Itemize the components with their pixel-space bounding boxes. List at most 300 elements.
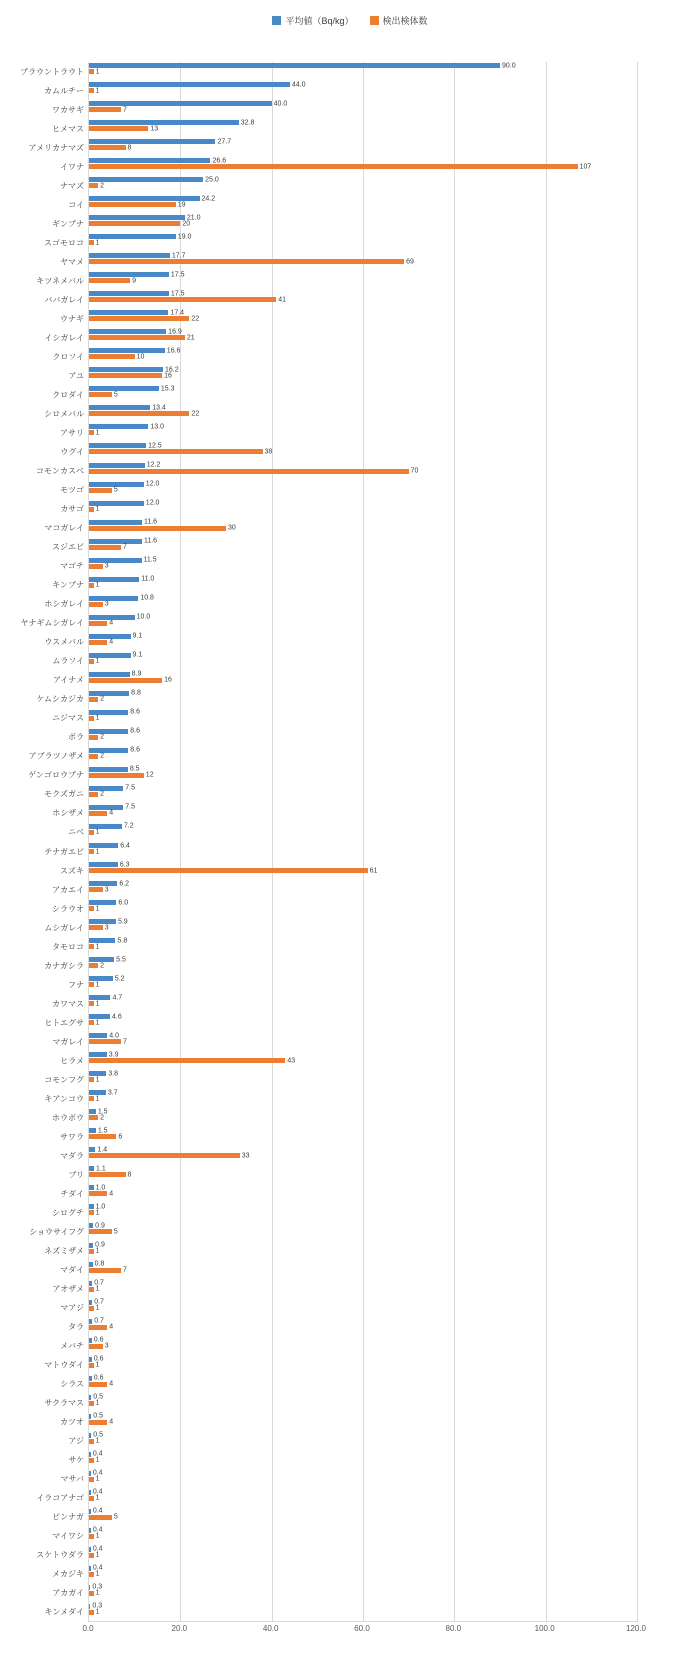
category-label: キンブナ (52, 580, 84, 590)
bar-value-series2: 1 (95, 1532, 100, 1540)
bar-value-series2: 7 (122, 106, 127, 114)
category-label: アカガイ (52, 1588, 84, 1598)
bar-value-series1: 90.0 (502, 62, 516, 69)
bar-value-series1: 11.6 (143, 537, 158, 545)
bar-row (52, 651, 637, 671)
bar-value-series1: 0.4 (92, 1450, 103, 1458)
bar-value-series1: 0.7 (94, 1298, 104, 1306)
bar-value-series2: 1 (95, 429, 100, 437)
bar-value-series1: 7.5 (125, 803, 135, 811)
bar-value-series2: 13 (150, 125, 159, 133)
bar-row (52, 1564, 637, 1584)
category-label: アメリカナマズ (28, 143, 84, 153)
bar-row (52, 937, 637, 956)
bar-series2 (89, 1513, 118, 1521)
bar-row (60, 861, 637, 880)
bar-row (52, 1203, 637, 1222)
bar-value-series1: 3.8 (108, 1070, 119, 1078)
bar-row (52, 1507, 637, 1527)
bar-value-series2: 2 (100, 182, 105, 190)
category-label: コモンフグ (44, 1075, 84, 1085)
bar-series1 (89, 1032, 119, 1040)
bar-row (28, 746, 637, 766)
bar-series1 (89, 937, 128, 945)
bar-row (44, 328, 637, 347)
bar-value-series1: 0.4 (92, 1526, 103, 1534)
bar-series2 (89, 220, 191, 228)
category-label: シログチ (52, 1208, 84, 1218)
bar-row (52, 899, 637, 918)
bar-series2 (89, 1418, 114, 1426)
bar-series2 (89, 1038, 127, 1046)
category-label: イワナ (60, 162, 84, 172)
category-label: マアジ (60, 1303, 84, 1313)
bar-value-series2: 1 (95, 1456, 100, 1464)
bar-series2 (89, 1608, 100, 1616)
bar-row (44, 956, 637, 975)
category-label: ヤナギムシガレイ (20, 618, 84, 628)
category-label: ニベ (68, 827, 84, 837)
category-label: ゲンゴロウブナ (28, 770, 84, 780)
bar-series1 (89, 689, 141, 697)
category-label: コイ (68, 200, 84, 210)
bar-row (68, 1450, 637, 1470)
bar-series2 (89, 372, 172, 380)
bar-row (52, 575, 637, 595)
bar-value-series1: 6.4 (120, 842, 130, 849)
bar-series2 (89, 486, 118, 494)
bar-series1 (89, 1583, 103, 1591)
bar-series2 (89, 1133, 123, 1141)
category-label: ビンナガ (52, 1512, 84, 1522)
category-label: ブラウントラウト (20, 67, 84, 76)
bar-row (36, 1545, 637, 1565)
category-label: スゴモロコ (44, 238, 84, 248)
bar-series2 (89, 296, 287, 304)
bar-value-series1: 0.6 (93, 1336, 104, 1344)
category-label: サケ (68, 1455, 84, 1465)
bar-series1 (89, 861, 130, 869)
x-tick-label: 20.0 (171, 1624, 188, 1633)
bar-row (44, 404, 637, 423)
bar-value-series2: 43 (287, 1057, 296, 1065)
bar-row (60, 423, 637, 442)
bar-value-series1: 3.9 (108, 1051, 119, 1059)
bar-series1 (89, 1298, 104, 1306)
bar-series2 (89, 410, 200, 418)
bar-value-series1: 0.7 (94, 1279, 104, 1287)
bar-value-series1: 0.5 (93, 1393, 104, 1401)
bar-value-series2: 70 (410, 467, 419, 475)
bar-series1 (89, 1260, 105, 1268)
bar-row (44, 1089, 637, 1108)
category-label: メカジキ (52, 1569, 84, 1579)
category-label: マトウダイ (44, 1360, 84, 1370)
bar-series1 (89, 518, 158, 526)
bar-value-series2: 4 (109, 1380, 114, 1388)
category-label: ウナギ (60, 314, 84, 324)
bar-row (52, 100, 637, 119)
category-label: ボラ (68, 732, 84, 742)
bar-value-series1: 21.0 (186, 214, 201, 222)
bar-value-series2: 69 (406, 258, 414, 266)
bar-series2 (89, 467, 419, 475)
bar-row (52, 708, 637, 728)
bar-series1 (89, 366, 179, 374)
bar-row (60, 176, 637, 195)
bar-value-series2: 1 (95, 505, 100, 513)
bar-value-series2: 61 (369, 867, 378, 875)
bar-series1 (89, 404, 166, 412)
plot-area (20, 62, 637, 1622)
bar-value-series1: 0.3 (92, 1583, 103, 1591)
bar-series2 (89, 1437, 100, 1445)
category-label: ババガレイ (44, 295, 84, 305)
bar-series2 (89, 1209, 100, 1217)
bar-row (68, 1431, 637, 1451)
bar-value-series1: 40.0 (273, 100, 288, 108)
bar-row (60, 442, 637, 461)
bar-row (60, 499, 637, 519)
bar-row (52, 803, 637, 823)
legend-item-series1 (272, 14, 353, 27)
category-label: ネズミザメ (44, 1246, 84, 1256)
bar-series2 (89, 657, 100, 665)
bar-series1 (89, 899, 129, 907)
bar-row (28, 765, 637, 785)
bar-row (28, 138, 637, 157)
bar-value-series2: 1 (95, 1095, 100, 1103)
bar-value-series1: 0.6 (93, 1355, 104, 1363)
bar-value-series1: 19.0 (177, 233, 192, 241)
bar-series2 (89, 619, 114, 627)
bar-value-series1: 11.5 (143, 556, 157, 564)
bar-series2 (89, 1456, 100, 1464)
bar-value-series2: 1 (95, 714, 100, 722)
bar-series1 (89, 233, 192, 241)
bar-row (60, 1184, 637, 1203)
category-label: ヒメマス (52, 124, 84, 134)
bar-value-series2: 5 (113, 1228, 118, 1236)
bar-series1 (89, 975, 125, 983)
bar-series2 (89, 695, 105, 703)
bar-series2 (89, 981, 100, 989)
bar-series2 (89, 943, 100, 951)
legend-item-series2 (370, 14, 428, 27)
bar-row (36, 461, 637, 481)
bar-series1 (89, 81, 306, 89)
bar-series1 (89, 252, 186, 260)
category-label: ニジマス (52, 713, 84, 723)
bar-row (52, 119, 637, 138)
bar-value-series1: 6.2 (119, 880, 130, 888)
bar-row (44, 594, 637, 614)
bar-series1 (89, 1108, 108, 1116)
bar-series2 (89, 1152, 250, 1160)
bar-series1 (89, 271, 185, 279)
category-label: マイワシ (52, 1531, 84, 1541)
category-label: ヒラメ (60, 1056, 84, 1066)
bar-value-series1: 12.5 (148, 442, 162, 450)
bar-row (68, 1317, 637, 1337)
bar-value-series2: 22 (191, 410, 200, 418)
bar-series1 (89, 1564, 103, 1572)
bar-value-series2: 33 (241, 1152, 250, 1160)
bar-row (20, 613, 637, 633)
bar-series1 (89, 309, 185, 317)
bar-series2 (89, 733, 105, 741)
bar-value-series2: 5 (113, 486, 118, 494)
category-label: マダイ (60, 1265, 84, 1275)
bar-row (52, 385, 637, 404)
bar-series2 (89, 448, 273, 456)
bar-value-series2: 22 (191, 315, 200, 323)
bar-row (36, 271, 637, 290)
category-label: アイナメ (53, 675, 84, 685)
category-label: ギンブナ (52, 219, 84, 229)
bar-row (60, 157, 637, 176)
bar-series1 (89, 918, 128, 926)
bar-value-series1: 6.0 (118, 899, 129, 907)
bar-series2 (89, 1266, 127, 1274)
bar-row (44, 842, 637, 861)
bar-row (52, 1032, 637, 1051)
bar-series1 (89, 1355, 104, 1363)
bar-value-series1: 0.3 (92, 1602, 103, 1610)
bar-value-series1: 8.6 (130, 708, 140, 716)
bar-series1 (89, 119, 255, 127)
bar-series2 (89, 1228, 118, 1236)
bar-value-series1: 5.2 (114, 975, 125, 983)
bar-row (52, 1108, 637, 1127)
bar-value-series1: 6.3 (119, 861, 130, 869)
category-label: スズキ (60, 866, 84, 876)
bar-value-series2: 1 (95, 1247, 100, 1255)
bar-value-series2: 1 (95, 1076, 100, 1084)
bar-series2 (89, 1171, 132, 1179)
bar-value-series1: 9.1 (132, 651, 143, 659)
category-label: モクズガニ (44, 789, 84, 799)
bar-value-series2: 30 (228, 524, 236, 532)
bar-value-series1: 1.4 (97, 1146, 108, 1154)
category-label: アサリ (60, 428, 84, 438)
bar-series1 (89, 328, 182, 336)
bar-value-series2: 1 (95, 1551, 100, 1559)
bar-row (60, 1146, 637, 1165)
category-label: ワカサギ (52, 105, 84, 115)
category-label: アジ (68, 1436, 84, 1446)
bar-row (44, 233, 637, 252)
bar-value-series1: 8.9 (131, 670, 142, 678)
bar-series2 (89, 962, 105, 970)
bar-value-series2: 107 (579, 163, 592, 171)
category-label: マサバ (60, 1474, 84, 1484)
bar-row (44, 1013, 637, 1032)
bar-series1 (89, 100, 288, 108)
bar-value-series2: 1 (95, 581, 100, 589)
bar-value-series2: 6 (118, 1133, 123, 1141)
bar-series1 (89, 138, 232, 146)
bar-value-series1: 0.4 (92, 1545, 103, 1553)
bar-series2 (89, 524, 236, 532)
bar-series1 (89, 347, 181, 355)
bar-value-series1: 9.1 (132, 632, 143, 640)
bar-value-series1: 5.9 (117, 918, 128, 926)
bar-row (20, 62, 637, 81)
bar-row (52, 880, 637, 899)
bar-value-series1: 0.9 (95, 1241, 105, 1249)
bar-row (44, 518, 637, 538)
bar-series2 (89, 867, 378, 875)
bar-series2 (89, 828, 100, 836)
category-label: ヤマメ (60, 257, 84, 267)
category-label: ナマズ (60, 181, 84, 191)
bar-value-series1: 17.5 (170, 271, 185, 279)
bar-row (60, 1469, 637, 1489)
category-label: スジエビ (52, 542, 84, 552)
x-tick-label: 60.0 (354, 1624, 370, 1633)
bar-row (52, 994, 637, 1013)
bar-series1 (89, 1488, 103, 1496)
bar-value-series2: 1 (95, 1361, 100, 1369)
bar-series1 (89, 1184, 106, 1192)
bar-series1 (89, 62, 516, 69)
bar-row (52, 1279, 637, 1299)
bar-series1 (89, 670, 142, 678)
bar-series2 (89, 905, 100, 913)
bar-series2 (89, 1494, 100, 1502)
bar-row (60, 252, 637, 271)
bar-series2 (89, 1095, 100, 1103)
category-label: ホシザメ (52, 808, 84, 818)
bar-series2 (89, 429, 100, 437)
bar-value-series2: 1 (95, 1399, 100, 1407)
category-label: テナガエビ (44, 847, 84, 856)
bar-series1 (89, 1127, 108, 1135)
category-label: ホシガレイ (44, 599, 84, 609)
bar-series2 (89, 68, 100, 75)
bar-series2 (89, 771, 154, 779)
bar-series2 (89, 1342, 109, 1350)
category-label: カムルチー (44, 86, 84, 96)
bar-value-series1: 17.5 (170, 290, 185, 298)
bar-row (52, 1583, 637, 1603)
bar-value-series2: 8 (127, 144, 132, 152)
category-label: ホウボウ (52, 1113, 84, 1123)
bar-series1 (89, 803, 135, 811)
category-label: モツゴ (60, 485, 84, 495)
bar-series1 (89, 1545, 103, 1553)
category-label: キツネメバル (36, 276, 84, 286)
bar-row (44, 290, 637, 309)
bar-value-series2: 1 (95, 239, 100, 247)
bar-value-series1: 0.5 (93, 1412, 104, 1420)
x-tick-label: 100.0 (534, 1624, 555, 1633)
category-label: フナ (68, 980, 84, 990)
bar-value-series2: 4 (109, 638, 114, 646)
bar-value-series2: 20 (182, 220, 191, 228)
bar-series1 (89, 784, 135, 792)
category-label: マゴチ (60, 561, 84, 571)
bar-value-series2: 9 (132, 277, 136, 285)
bar-value-series1: 7.5 (125, 784, 135, 792)
bar-value-series1: 1.0 (95, 1184, 106, 1192)
bar-series2 (89, 334, 195, 342)
bar-row (52, 1526, 637, 1546)
bar-value-series2: 1 (95, 1000, 100, 1008)
bar-series1 (89, 1374, 104, 1382)
bar-series1 (89, 157, 227, 165)
bar-series2 (89, 258, 414, 266)
bar-value-series2: 1 (95, 1019, 100, 1027)
bar-row (44, 1241, 637, 1261)
bar-value-series2: 4 (109, 809, 114, 817)
bar-series1 (89, 1412, 104, 1420)
category-label: タモロコ (52, 942, 84, 952)
bar-series2 (89, 1399, 100, 1407)
category-label: クロダイ (52, 390, 84, 400)
bar-value-series2: 4 (109, 619, 114, 627)
bar-value-series1: 16.2 (164, 366, 179, 374)
bar-value-series2: 3 (104, 1342, 109, 1350)
bar-value-series1: 27.7 (217, 138, 232, 146)
bar-value-series2: 1 (95, 657, 100, 665)
bar-value-series2: 3 (104, 886, 109, 894)
bar-value-series1: 13.0 (150, 423, 164, 431)
bar-row (44, 1393, 637, 1413)
bar-row (44, 918, 637, 937)
bar-series2 (89, 1380, 114, 1388)
bar-series2 (89, 752, 105, 760)
bar-value-series2: 1 (95, 68, 100, 75)
bar-series2 (89, 1285, 100, 1293)
category-label: ウグイ (60, 447, 84, 457)
category-label: サクラマス (44, 1398, 84, 1408)
x-tick-label: 40.0 (262, 1624, 279, 1633)
category-label: ムシガレイ (44, 923, 84, 933)
bar-row (60, 1412, 637, 1432)
bar-value-series2: 4 (109, 1323, 114, 1331)
bar-row (68, 366, 637, 385)
bar-series2 (89, 1475, 100, 1483)
bar-value-series1: 4.6 (112, 1013, 122, 1021)
bar-series1 (89, 461, 161, 469)
bar-series2 (89, 106, 127, 114)
bar-series1 (89, 1317, 104, 1325)
bar-value-series2: 1 (95, 848, 100, 855)
bar-value-series2: 5 (113, 391, 118, 399)
bar-value-series2: 1 (95, 1304, 100, 1312)
bar-row (44, 1355, 637, 1375)
bar-series2 (89, 676, 172, 684)
bar-series2 (89, 543, 127, 551)
category-label: キアンコウ (44, 1094, 84, 1104)
bar-series2 (89, 809, 114, 817)
bar-series2 (89, 277, 136, 285)
bar-series1 (89, 1203, 106, 1211)
bar-value-series2: 2 (100, 733, 105, 741)
bar-row (68, 822, 637, 842)
bar-row (44, 632, 637, 652)
bar-value-series1: 10.0 (136, 613, 151, 621)
bar-value-series2: 4 (109, 1190, 114, 1198)
bar-value-series2: 1 (95, 1285, 100, 1293)
bar-value-series2: 2 (100, 962, 105, 970)
bar-row (60, 1336, 637, 1356)
bar-value-series1: 16.9 (168, 328, 182, 336)
bar-value-series1: 13.4 (152, 404, 166, 412)
category-label: ショウサイフグ (29, 1227, 84, 1237)
